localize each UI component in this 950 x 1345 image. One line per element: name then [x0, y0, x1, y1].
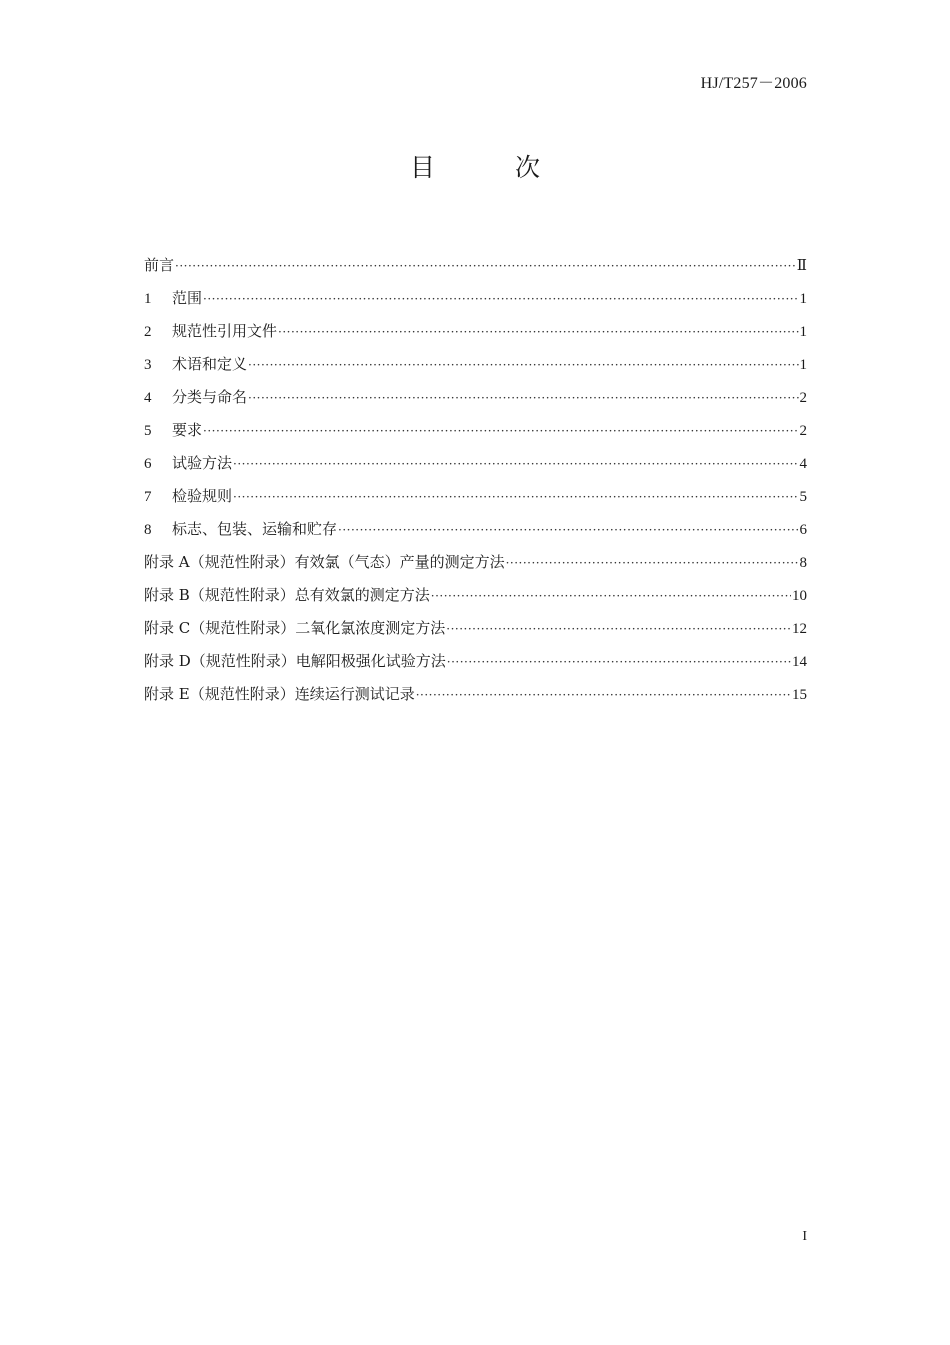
toc-entry-label [144, 518, 337, 539]
toc-entry-label [144, 287, 202, 308]
toc-entry-page: 1 [799, 291, 807, 307]
toc-leader-dots [248, 391, 798, 405]
toc-leader-dots [506, 556, 799, 570]
toc-entry-6[interactable] [144, 452, 807, 485]
toc-entry-number: 2 [144, 324, 152, 340]
toc-entry-number: 1 [144, 291, 152, 307]
toc-entry-label: 前言 [144, 256, 175, 274]
toc-entry-title: 分类与命名 [172, 388, 248, 406]
toc-entry-page: 12 [792, 621, 807, 637]
toc-leader-dots [431, 589, 791, 603]
toc-entry-page: 5 [799, 489, 807, 505]
toc-entry-label: 附录 B（规范性附录）总有效氯的测定方法 [144, 586, 430, 604]
toc-entry-foreword[interactable] [144, 254, 807, 287]
toc-entry-label [144, 320, 277, 341]
toc-leader-dots [338, 523, 798, 537]
toc-entry-appendix-b[interactable] [144, 584, 807, 617]
toc-leader-dots [233, 457, 798, 471]
toc-entry-3[interactable] [144, 353, 807, 386]
toc-entry-1[interactable] [144, 287, 807, 320]
toc-entry-page: 1 [799, 357, 807, 373]
toc-entry-appendix-c[interactable] [144, 617, 807, 650]
toc-leader-dots [175, 259, 796, 273]
toc-entry-page: 14 [792, 654, 807, 670]
toc-entry-page: 8 [799, 555, 807, 571]
toc-entry-title: 标志、包装、运输和贮存 [172, 520, 338, 538]
table-of-contents [144, 254, 807, 716]
toc-entry-title: 术语和定义 [172, 355, 248, 373]
toc-entry-label [144, 419, 202, 440]
toc-leader-dots [278, 325, 798, 339]
toc-entry-title: 要求 [172, 421, 203, 439]
toc-entry-appendix-e[interactable] [144, 683, 807, 716]
toc-entry-title: 规范性引用文件 [172, 322, 278, 340]
toc-entry-label [144, 452, 232, 473]
toc-entry-number: 3 [144, 357, 152, 373]
toc-entry-page: 15 [792, 687, 807, 703]
toc-entry-appendix-a[interactable] [144, 551, 807, 584]
toc-entry-page: 1 [799, 324, 807, 340]
toc-leader-dots [248, 358, 798, 372]
toc-entry-page: 2 [799, 390, 807, 406]
toc-entry-label: 附录 E（规范性附录）连续运行测试记录 [144, 685, 415, 703]
toc-entry-title: 范围 [172, 289, 203, 307]
toc-leader-dots [416, 688, 791, 702]
page-number: I [802, 1229, 807, 1244]
toc-entry-page: 4 [799, 456, 807, 472]
toc-entry-8[interactable] [144, 518, 807, 551]
toc-entry-number: 6 [144, 456, 152, 472]
toc-entry-page: 6 [799, 522, 807, 538]
toc-entry-appendix-d[interactable] [144, 650, 807, 683]
toc-entry-label [144, 353, 247, 374]
toc-entry-label [144, 485, 232, 506]
standard-code: HJ/T257－2006 [700, 75, 807, 92]
toc-entry-title: 检验规则 [172, 487, 233, 505]
toc-entry-label [144, 386, 247, 407]
toc-entry-7[interactable] [144, 485, 807, 518]
toc-entry-label: 附录 D（规范性附录）电解阳极强化试验方法 [144, 652, 446, 670]
toc-entry-title: 试验方法 [172, 454, 233, 472]
toc-entry-5[interactable] [144, 419, 807, 452]
toc-entry-4[interactable] [144, 386, 807, 419]
toc-entry-number: 7 [144, 489, 152, 505]
toc-entry-page: 10 [792, 588, 807, 604]
toc-leader-dots [447, 655, 791, 669]
toc-entry-label: 附录 C（规范性附录）二氧化氯浓度测定方法 [144, 619, 446, 637]
toc-entry-number: 4 [144, 390, 152, 406]
toc-leader-dots [203, 292, 798, 306]
toc-entry-number: 5 [144, 423, 152, 439]
toc-leader-dots [446, 622, 791, 636]
toc-entry-2[interactable] [144, 320, 807, 353]
page-title: 目 次 [410, 153, 576, 182]
toc-leader-dots [233, 490, 798, 504]
toc-entry-number: 8 [144, 522, 152, 538]
toc-entry-label: 附录 A（规范性附录）有效氯（气态）产量的测定方法 [144, 553, 505, 571]
toc-entry-page: 2 [799, 423, 807, 439]
toc-leader-dots [203, 424, 798, 438]
toc-entry-page: Ⅱ [796, 258, 807, 274]
